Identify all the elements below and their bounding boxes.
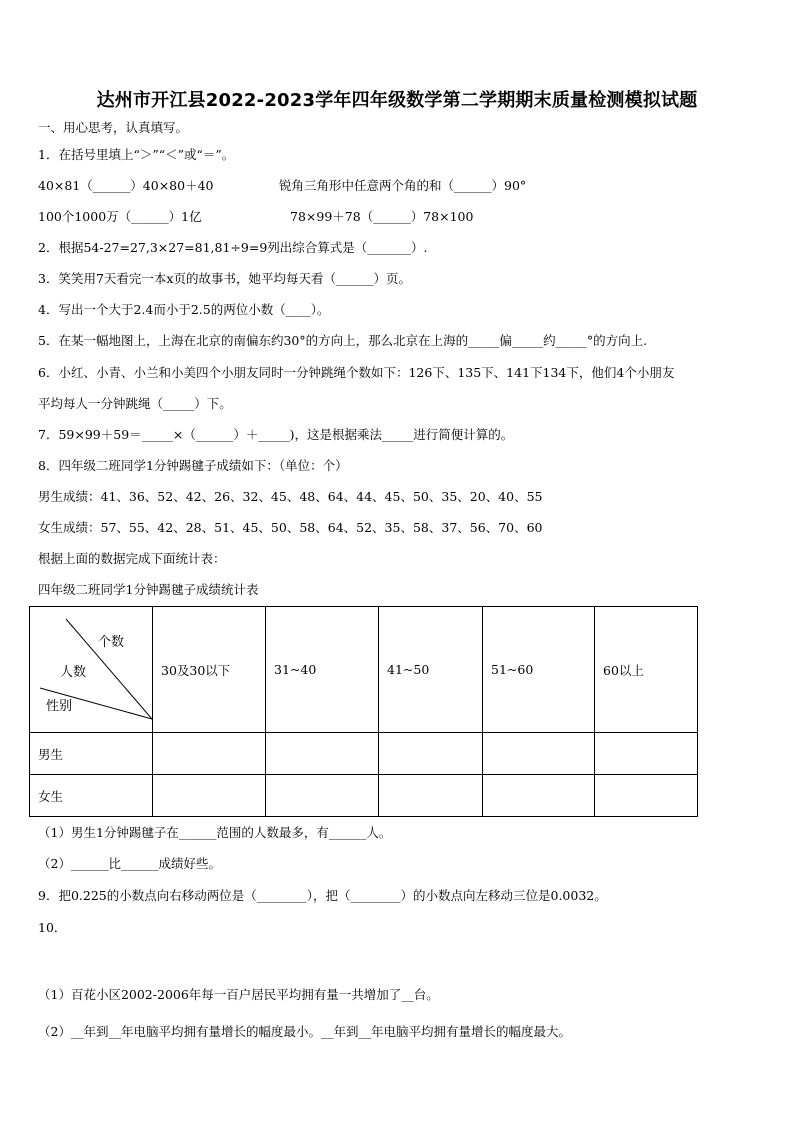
question-1-item-a: 40×81（______）40×80＋40 [38,178,214,193]
column-header: 51~60 [483,607,595,733]
question-1-stem: 1．在括号里填上“＞”“＜”或“＝”。 [38,147,235,162]
header-label-gender: 性别 [46,699,73,714]
row-header: 男生 [30,733,153,775]
table-cell [379,733,483,775]
question-3: 3．笑笑用7天看完一本x页的故事书，她平均每天看（______）页。 [38,271,411,286]
table-cell [483,775,595,817]
column-header: 30及30以下 [153,607,266,733]
diagonal-header-cell [30,607,153,733]
table-cell [153,775,266,817]
table-cell [379,775,483,817]
question-4: 4．写出一个大于2.4而小于2.5的两位小数（____）。 [38,302,330,317]
question-1-item-d: 78×99＋78（______）78×100 [290,209,474,224]
column-header: 41~50 [379,607,483,733]
question-1-item-b: 锐角三角形中任意两个角的和（______）90° [279,178,527,193]
table-cell [153,733,266,775]
question-8-instruction: 根据上面的数据完成下面统计表： [38,551,226,566]
question-1-item-c: 100个1000万（______）1亿 [38,209,202,224]
question-6-line-1: 6．小红、小青、小兰和小美四个小朋友同时一分钟跳绳个数如下：126下、135下、141下134下，他们4个小朋友 [38,365,675,380]
question-8-girls-scores: 女生成绩：57、55、42、28、51、45、50、58、64、52、35、58、37、56、70、60 [38,520,543,535]
row-header: 女生 [30,775,153,817]
question-6-line-2: 平均每人一分钟跳绳（_____）下。 [38,396,232,411]
header-label-people: 人数 [60,665,87,680]
question-5: 5．在某一幅地图上，上海在北京的南偏东约30°的方向上，那么北京在上海的_____偏_____约_____°的方向上. [38,333,648,348]
question-8-stem: 8．四年级二班同学1分钟踢毽子成绩如下：（单位：个） [38,458,348,473]
page-title: 达州市开江县2022-2023学年四年级数学第二学期期末质量检测模拟试题 [96,90,698,111]
table-caption: 四年级二班同学1分钟踢毽子成绩统计表 [38,582,259,597]
column-header: 60以上 [595,607,698,733]
table-cell [595,775,698,817]
table-cell [266,733,379,775]
question-10-sub-2: （2）__年到__年电脑平均拥有量增长的幅度最小。__年到__年电脑平均拥有量增长的幅度最大。 [38,1024,571,1039]
header-label-count: 个数 [98,635,125,650]
question-9: 9．把0.225的小数点向右移动两位是（________），把（________）的小数点向左移动三位是0.0032。 [38,888,607,903]
question-10-number: 10． [38,920,67,935]
section-heading: 一、用心思考，认真填写。 [38,120,189,135]
table-cell [266,775,379,817]
question-8-sub-2: （2）______比______成绩好些。 [38,856,221,871]
table-cell [595,733,698,775]
column-header: 31~40 [266,607,379,733]
question-10-sub-1: （1）百花小区2002-2006年每一百户居民平均拥有量一共增加了__台。 [38,987,439,1002]
diagonal-lines [30,607,152,733]
question-2: 2．根据54-27=27,3×27=81,81÷9=9列出综合算式是（_______）. [38,240,428,255]
table-cell [483,733,595,775]
question-8-boys-scores: 男生成绩：41、36、52、42、26、32、45、48、64、44、45、50、35、20、40、55 [38,489,543,504]
question-7: 7．59×99＋59＝_____×（______）＋_____)，这是根据乘法_____进行简便计算的。 [38,427,514,442]
stats-table [29,606,698,817]
question-8-sub-1: （1）男生1分钟踢毽子在______范围的人数最多，有______人。 [38,825,392,840]
